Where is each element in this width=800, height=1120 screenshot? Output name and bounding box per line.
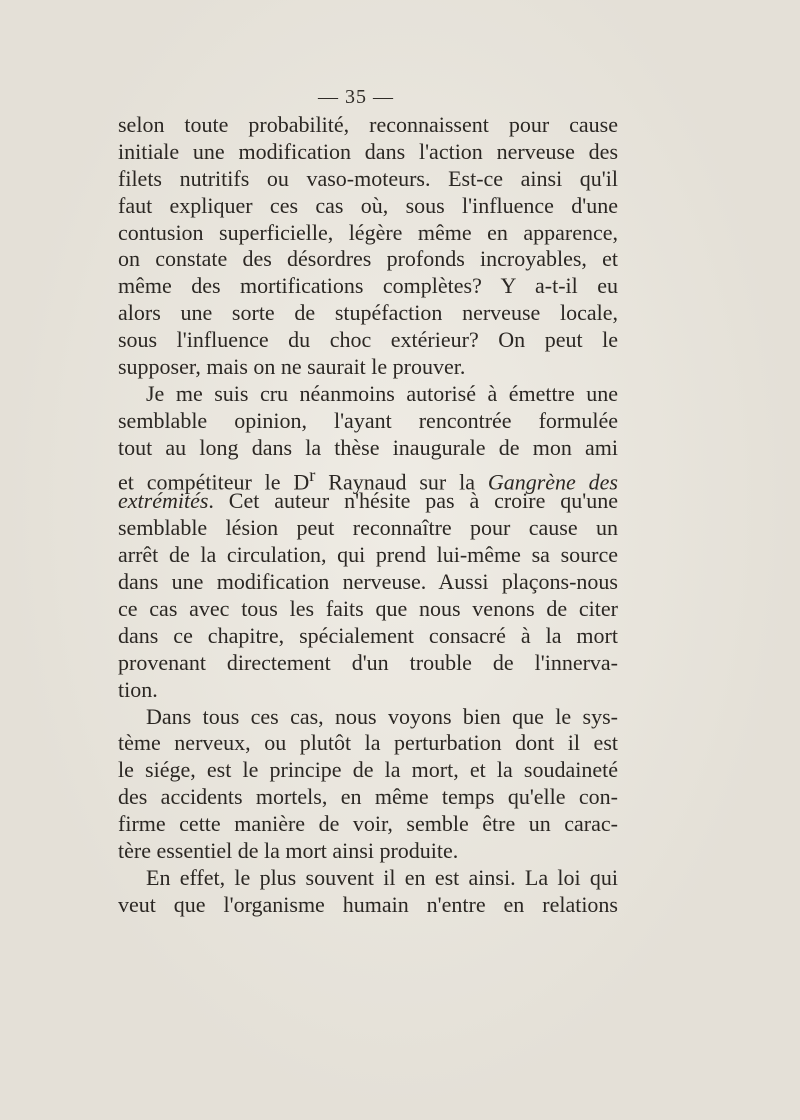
text-line: [118, 488, 618, 515]
text-fragment: tème nerveux, ou plutôt la perturbation dont il est: [118, 730, 618, 756]
text-fragment: tion.: [118, 676, 158, 702]
text-fragment: on constate des désordres profonds incroyables, et: [118, 246, 618, 272]
text-line: [118, 381, 618, 408]
text-fragment: Raynaud sur la: [315, 468, 488, 494]
text-line: [118, 139, 618, 166]
text-fragment: veut que l'organisme humain n'entre en relations: [118, 891, 618, 917]
text-fragment: tère essentiel de la mort ainsi produite.: [118, 838, 459, 864]
text-fragment: ce cas avec tous les faits que nous venons de citer: [118, 596, 618, 622]
text-fragment: provenant directement d'un trouble de l'innerva-: [118, 649, 618, 675]
text-line: [118, 677, 618, 704]
text-line: [118, 784, 618, 811]
text-line: [118, 865, 618, 892]
text-fragment: alors une sorte de stupéfaction nerveuse locale,: [118, 300, 618, 326]
text-line: [118, 435, 618, 462]
text-fragment: semblable lésion peut reconnaître pour cause un: [118, 515, 618, 541]
text-fragment: semblable opinion, l'ayant rencontrée formulée: [118, 407, 618, 433]
text-fragment: extrémités: [118, 488, 209, 514]
text-fragment: Je me suis cru néanmoins autorisé à émettre une: [146, 380, 618, 406]
text-line: [118, 569, 618, 596]
text-line: [118, 542, 618, 569]
text-line: [118, 220, 618, 247]
text-line: [118, 273, 618, 300]
text-fragment: initiale une modification dans l'action nerveuse des: [118, 138, 618, 164]
text-fragment: des accidents mortels, en même temps qu'elle con-: [118, 784, 618, 810]
text-line: [118, 730, 618, 757]
text-fragment: . Cet auteur n'hésite pas à croire qu'une: [208, 488, 618, 514]
text-fragment: supposer, mais on ne saurait le prouver.: [118, 354, 466, 380]
page-number: — 35 —: [318, 86, 394, 108]
text-line: [118, 704, 618, 731]
text-fragment: dans une modification nerveuse. Aussi plaçons-nous: [118, 569, 618, 595]
text-fragment: le siége, est le principe de la mort, et la soudaineté: [118, 757, 618, 783]
text-fragment: et compétiteur le D: [118, 468, 310, 494]
text-fragment: arrêt de la circulation, qui prend lui-même sa source: [118, 542, 618, 568]
text-line: [118, 462, 618, 494]
text-fragment: contusion superficielle, légère même en apparence,: [118, 219, 618, 245]
text-line: [118, 650, 618, 677]
text-fragment: firme cette manière de voir, semble être un carac-: [118, 811, 618, 837]
text-fragment: dans ce chapitre, spécialement consacré à la mort: [118, 622, 618, 648]
text-fragment: filets nutritifs ou vaso-moteurs. Est-ce ainsi qu'il: [118, 165, 618, 191]
text-fragment: même des mortifications complètes? Y a-t-il eu: [118, 273, 618, 299]
text-line: [118, 300, 618, 327]
text-line: [118, 327, 618, 354]
text-fragment: sous l'influence du choc extérieur? On peut le: [118, 327, 618, 353]
text-line: [118, 354, 618, 381]
text-line: [118, 892, 618, 919]
text-fragment: faut expliquer ces cas où, sous l'influence d'une: [118, 192, 618, 218]
text-line: [118, 166, 618, 193]
text-fragment: selon toute probabilité, reconnaissent pour cause: [118, 112, 618, 137]
text-fragment: tout au long dans la thèse inaugurale de mon ami: [118, 434, 618, 460]
text-line: [118, 246, 618, 273]
text-fragment: r: [309, 464, 316, 485]
text-line: [118, 623, 618, 650]
text-line: [118, 515, 618, 542]
text-line: [118, 112, 618, 139]
text-line: [118, 811, 618, 838]
text-fragment: En effet, le plus souvent il en est ainsi. La loi qui: [146, 864, 618, 890]
text-fragment: Gangrène des: [487, 468, 618, 494]
text-line: [118, 838, 618, 865]
body-text: [118, 112, 618, 919]
text-line: [118, 408, 618, 435]
text-line: [118, 596, 618, 623]
text-line: [118, 193, 618, 220]
text-fragment: Dans tous ces cas, nous voyons bien que le sys-: [146, 703, 618, 729]
text-line: [118, 757, 618, 784]
